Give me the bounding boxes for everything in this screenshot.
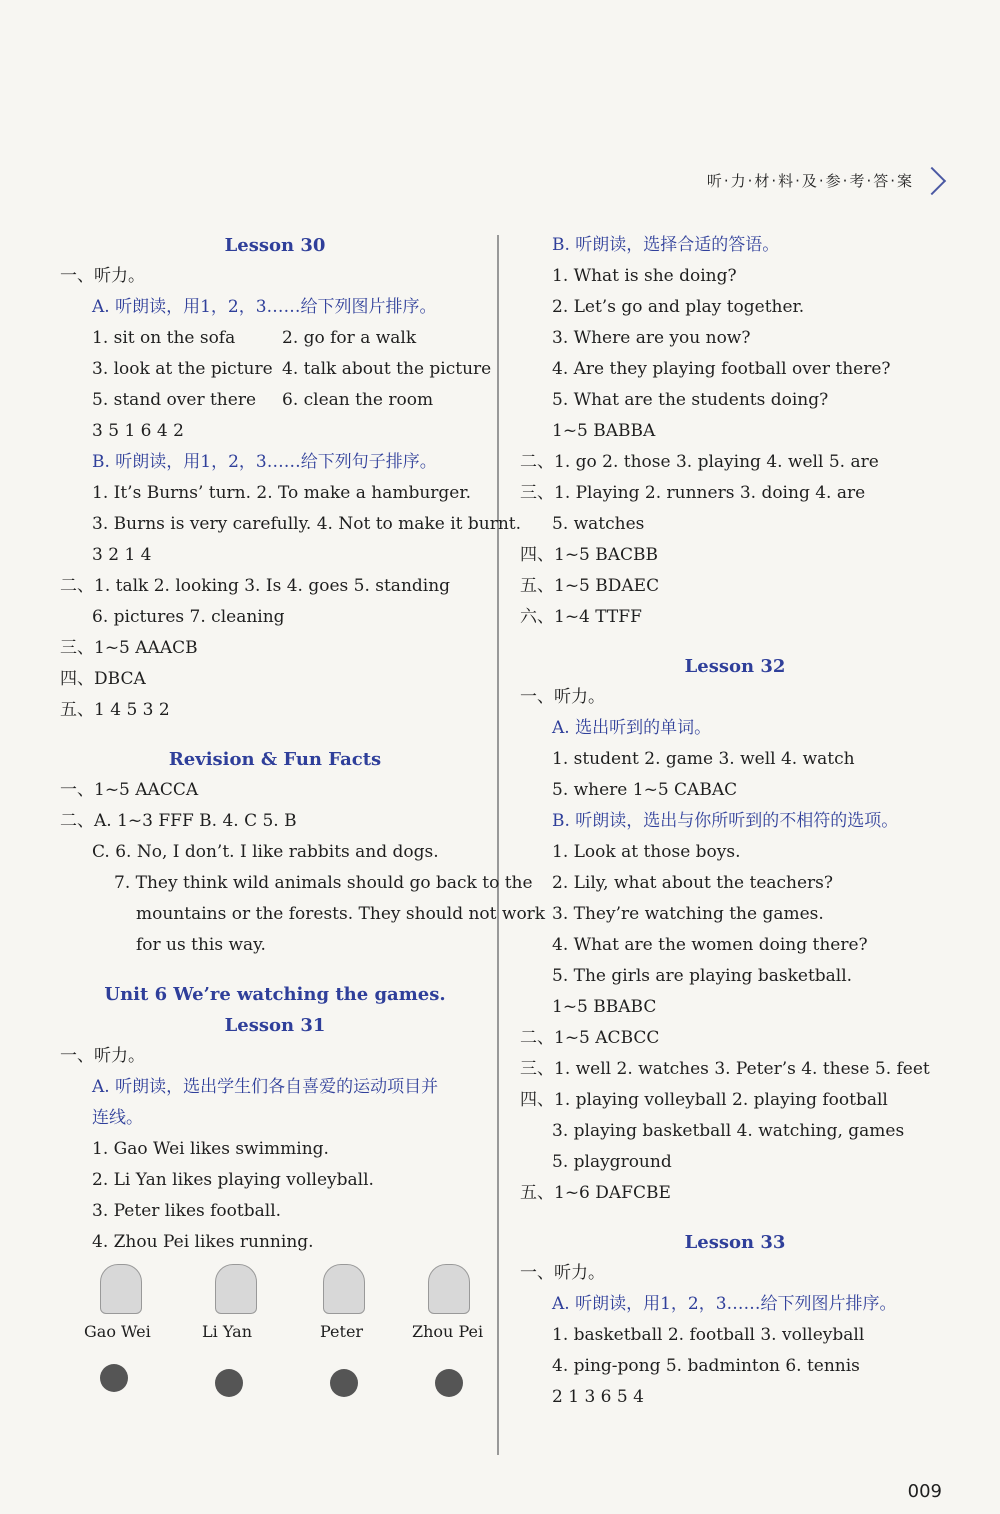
kid-picture [100,1264,142,1314]
answer: 3 5 1 6 4 2 [92,421,184,441]
answer: 7. They think wild animals should go back to the [114,873,533,893]
answer: 5. where 1~5 CABAC [552,780,738,800]
list-item: 1. Look at those boys. [552,842,741,862]
answer: 2 1 3 6 5 4 [552,1387,644,1407]
chevron-right-icon [918,166,946,194]
answer: 1~5 BBABC [552,997,657,1017]
list-item: 1. It’s Burns’ turn. 2. To make a hamburger. [92,483,472,503]
answer: 一、1~5 AACCA [60,780,199,800]
kid-picture [323,1264,365,1314]
section-heading: 一、听力。 [520,687,605,707]
page-header [707,170,942,191]
answer: 三、1. Playing 2. runners 3. doing 4. are [520,483,866,503]
answer: 三、1~5 AAACB [60,638,198,658]
list-item: 5. stand over there 6. clean the room [92,390,434,410]
lesson-33-heading: Lesson 33 [684,1232,786,1253]
task-title: A. 听朗读，用1，2，3……给下列图片排序。 [92,297,437,317]
kid-name: Zhou Pei [412,1322,484,1341]
list-item: 2. Li Yan likes playing volleyball. [92,1170,374,1190]
lesson-31-heading: Lesson 31 [224,1015,326,1036]
list-item: 4. What are the women doing there? [552,935,868,955]
list-item: 3. look at the picture 4. talk about the picture [92,359,492,379]
kid-name: Gao Wei [84,1322,151,1341]
left-column [60,230,546,1414]
kid-picture [215,1264,257,1314]
unit-heading: Unit 6 We’re watching the games. [104,984,446,1005]
revision-heading: Revision & Fun Facts [168,749,382,770]
answer: for us this way. [136,935,266,955]
answer: 3. playing basketball 4. watching, games [552,1121,905,1141]
section-heading: 一、听力。 [60,1046,145,1066]
sport-picture [100,1364,128,1392]
section-heading: 一、听力。 [60,266,145,286]
list-item: 3. Where are you now? [552,328,751,348]
matching-illustration [60,1264,490,1414]
answer: 二、1~5 ACBCC [520,1028,660,1048]
answer: 5. watches [552,514,645,534]
answer: 1~5 BABBA [552,421,656,441]
answer: mountains or the forests. They should not work [136,904,546,924]
answer: 五、1 4 5 3 2 [60,700,170,720]
answer: 六、1~4 TTFF [520,607,642,627]
answer: 二、1. go 2. those 3. playing 4. well 5. are [520,452,879,472]
list-item: 1. What is she doing? [552,266,737,286]
task-title: B. 听朗读，选择合适的答语。 [552,235,780,255]
kid-picture [428,1264,470,1314]
answer: 五、1~6 DAFCBE [520,1183,671,1203]
kid-name: Li Yan [202,1322,252,1341]
list-item: 4. Zhou Pei likes running. [92,1232,314,1252]
page-number: 009 [907,1481,942,1502]
list-item: 2. Let’s go and play together. [552,297,805,317]
section-heading: 一、听力。 [520,1263,605,1283]
column-divider [497,235,499,1455]
task-title: A. 听朗读，选出学生们各自喜爱的运动项目并 [92,1077,439,1097]
list-item: 1. sit on the sofa 2. go for a walk [92,328,417,348]
right-column [520,230,950,1413]
lesson-32-heading: Lesson 32 [684,656,786,677]
header-title: 听·力·材·料·及·参·考·答·案 [706,172,914,190]
task-title: B. 听朗读，用1，2，3……给下列句子排序。 [92,452,437,472]
list-item: 5. The girls are playing basketball. [552,966,853,986]
answer: 四、1~5 BACBB [520,545,659,565]
lesson-30-heading: Lesson 30 [224,235,326,256]
list-item: 4. Are they playing football over there? [552,359,891,379]
list-item: 4. ping-pong 5. badminton 6. tennis [552,1356,860,1376]
answer: 1. student 2. game 3. well 4. watch [552,749,855,769]
answer: C. 6. No, I don’t. I like rabbits and dogs. [92,842,439,862]
list-item: 3. Burns is very carefully. 4. Not to make it burnt. [92,514,522,534]
sport-picture [330,1369,358,1397]
list-item: 2. Lily, what about the teachers? [552,873,834,893]
list-item: 5. What are the students doing? [552,390,829,410]
answer: 四、1. playing volleyball 2. playing football [520,1090,888,1110]
answer: 三、1. well 2. watches 3. Peter’s 4. these 5. feet [520,1059,930,1079]
answer: 四、DBCA [60,669,146,689]
answer: 二、A. 1~3 FFF B. 4. C 5. B [60,811,297,831]
sport-picture [435,1369,463,1397]
task-title: B. 听朗读，选出与你所听到的不相符的选项。 [552,811,899,831]
answer: 3 2 1 4 [92,545,152,565]
answer: 5. playground [552,1152,672,1172]
list-item: 3. Peter likes football. [92,1201,282,1221]
answer: 二、1. talk 2. looking 3. Is 4. goes 5. standing [60,576,451,596]
list-item: 1. Gao Wei likes swimming. [92,1139,329,1159]
answer: 6. pictures 7. cleaning [92,607,285,627]
task-title: 连线。 [92,1108,143,1128]
list-item: 1. basketball 2. football 3. volleyball [552,1325,865,1345]
list-item: 3. They’re watching the games. [552,904,824,924]
sport-picture [215,1369,243,1397]
kid-name: Peter [320,1322,364,1341]
task-title: A. 听朗读，用1，2，3……给下列图片排序。 [552,1294,897,1314]
task-title: A. 选出听到的单词。 [552,718,712,738]
answer: 五、1~5 BDAEC [520,576,660,596]
